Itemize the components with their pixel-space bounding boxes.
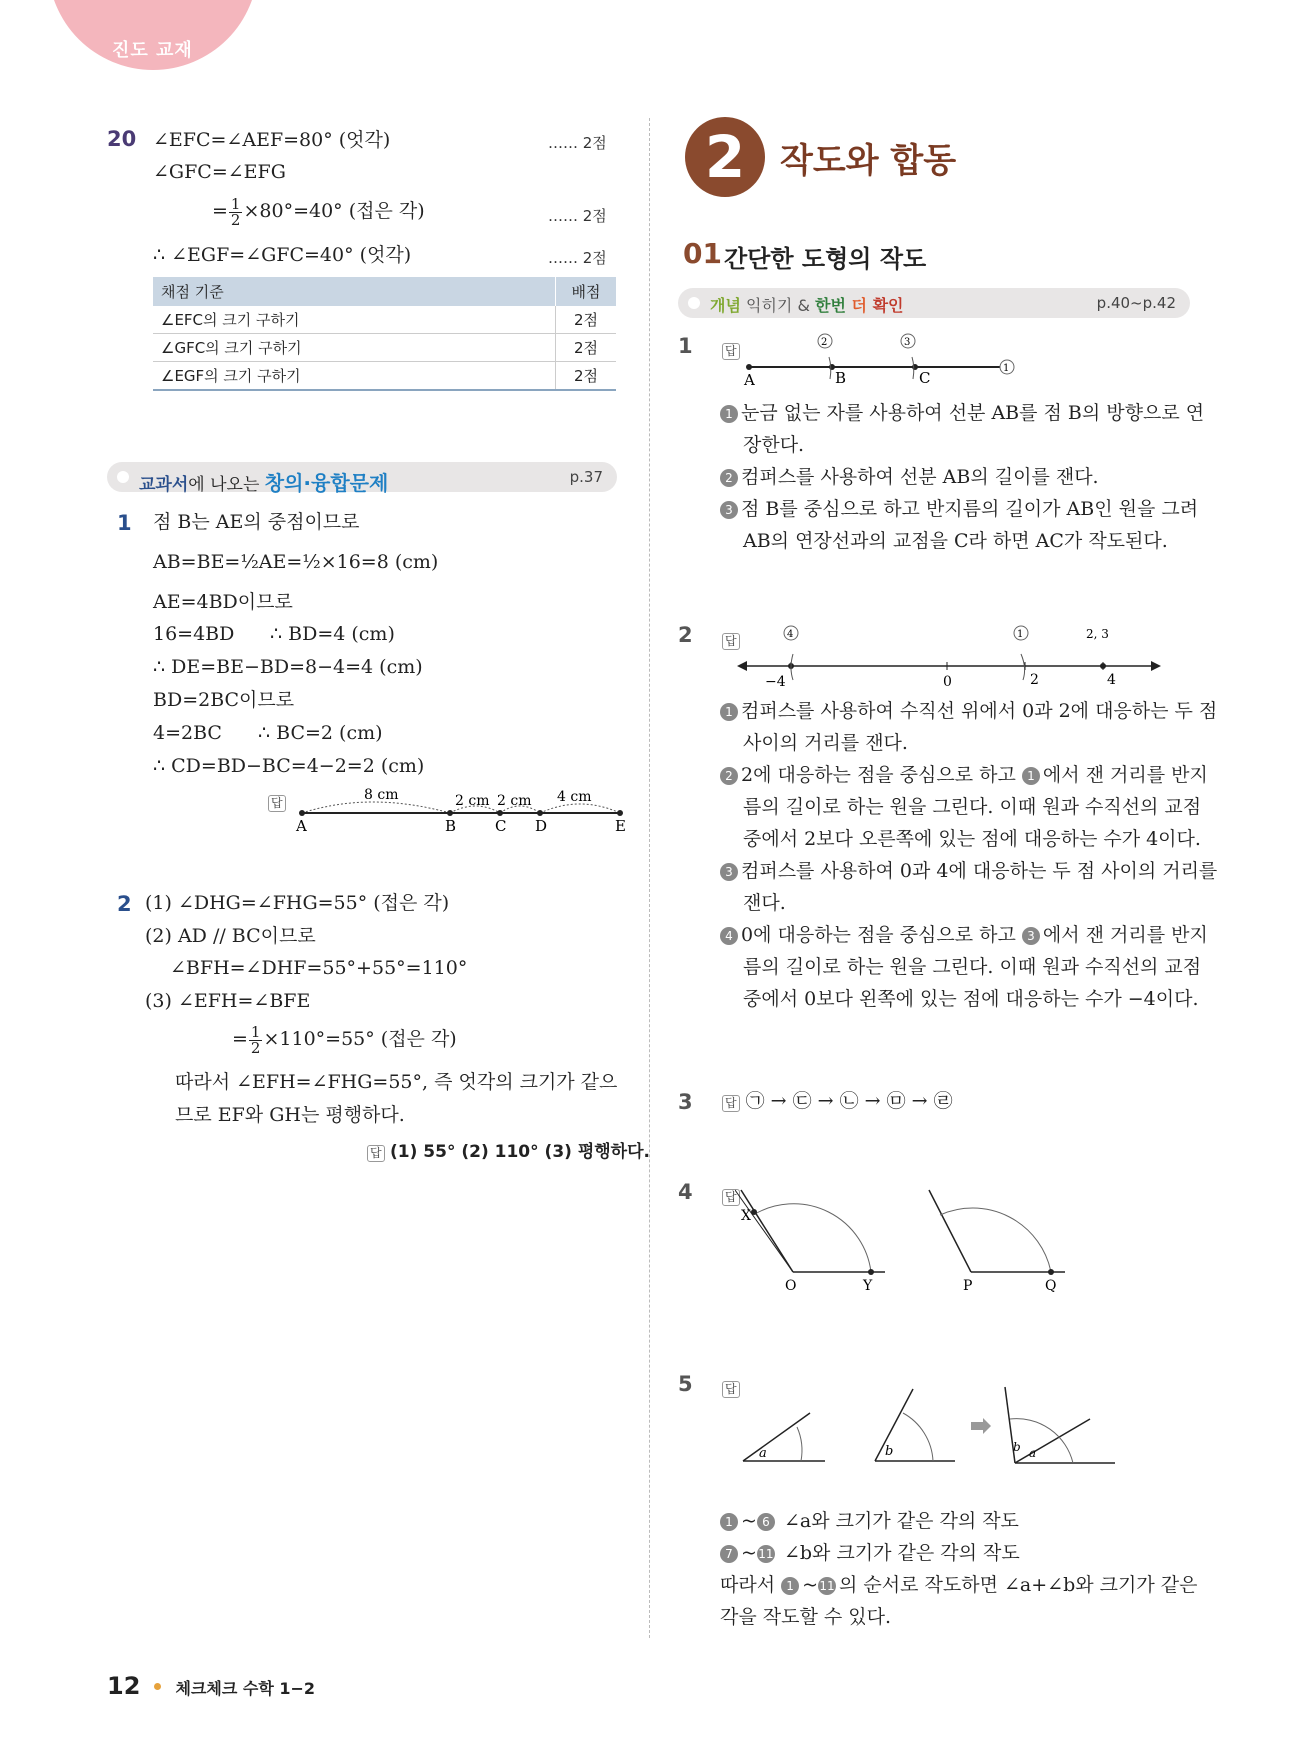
step-1-icon: 1 [720, 1513, 738, 1531]
step-1-icon: 1 [781, 1577, 799, 1595]
banner-part: 개념 [710, 296, 741, 315]
solution-line: ∠BFH=∠DHF=55°+55°=110° [170, 957, 468, 979]
solution-line: AB=BE=½AE=½×16=8 (cm) [153, 551, 439, 573]
point-label: E [615, 817, 626, 835]
page-ref: p.40~p.42 [1096, 294, 1176, 312]
solution-line: 4=2BC [153, 722, 222, 744]
step-line: 름의 길이로 하는 원을 그린다. 이때 원과 수직선의 교점 [743, 956, 1202, 978]
step-text: 컴퍼스를 사용하여 수직선 위에서 0과 2에 대응하는 두 점 [741, 700, 1218, 722]
step-text: 에서 잰 거리를 반지 [1042, 924, 1208, 946]
point-label: C [495, 817, 507, 835]
step-text: ∠a와 크기가 같은 각의 작도 [783, 1510, 1019, 1532]
solution-line: ∴ DE=BE−BD=8−4=4 (cm) [153, 656, 423, 678]
points: …… 2점 [548, 249, 607, 267]
angle-label: a [1029, 1446, 1037, 1460]
section-number: 01 [683, 237, 722, 270]
banner-part: 한번 [815, 296, 846, 315]
step-line [720, 494, 1198, 524]
answer-line [367, 1137, 650, 1162]
answer-label: 답 [367, 1145, 385, 1162]
solution-line: 므로 EF와 GH는 평행하다. [175, 1104, 405, 1126]
step-text: 의 순서로 작도하면 ∠a+∠b와 크기가 같은 [839, 1574, 1198, 1596]
step-text: 0에 대응하는 점을 중심으로 하고 [741, 924, 1022, 946]
step-text: 컴퍼스를 사용하여 선분 AB의 길이를 잰다. [741, 466, 1099, 488]
step-line: 각을 작도할 수 있다. [720, 1606, 891, 1628]
step-line: 잰다. [743, 892, 786, 914]
solution-line: ∴ ∠EGF=∠GFC=40° (엇각) [153, 244, 412, 266]
solution-line: ∴ CD=BD−BC=4−2=2 (cm) [153, 755, 425, 777]
solution-line: 점 B는 AE의 중점이므로 [153, 511, 360, 533]
point-label: A [744, 371, 755, 388]
page-ref: p.37 [569, 468, 603, 486]
solution-line: BD=2BC이므로 [153, 689, 295, 711]
table-row [153, 306, 616, 334]
number-line-figure [735, 620, 1165, 688]
answer-badge [268, 790, 286, 812]
step-text: 2에 대응하는 점을 중심으로 하고 [741, 764, 1022, 786]
solution-line: 16=4BD [153, 623, 235, 645]
section-title [139, 467, 388, 496]
arrow-right-icon [971, 1418, 991, 1434]
step-line [720, 856, 1217, 886]
tick-label: 4 [1107, 672, 1116, 688]
point-label: X [741, 1208, 751, 1224]
step-1-ref-icon: 1 [1022, 767, 1040, 785]
solution-line: (1) ∠DHG=∠FHG=55° (접은 각) [145, 892, 450, 914]
scoring-table [153, 277, 616, 391]
answer-label: 답 [722, 1189, 740, 1206]
solution-line: (2) AD // BC이므로 [145, 925, 316, 947]
step-text: 따라서 [720, 1574, 782, 1596]
angle-label: a [759, 1446, 767, 1461]
solution-line: ∠EFC=∠AEF=80° (엇각) [153, 129, 391, 151]
step-line: 1 ~ 6 ∠a와 크기가 같은 각의 작도 [720, 1506, 1019, 1536]
question-number: 5 [678, 1372, 693, 1396]
equals: = [212, 200, 228, 222]
column-divider [649, 118, 650, 1638]
point-label: P [963, 1278, 973, 1294]
question-number: 1 [117, 511, 132, 535]
equals: = [232, 1028, 248, 1050]
fraction-one-half: $\frac{1}{2}$ [230, 194, 241, 229]
step-11-icon: 11 [758, 1547, 774, 1561]
step-line [720, 462, 1099, 492]
header-tab [48, 0, 258, 70]
solution-line: AE=4BD이므로 [153, 591, 293, 613]
step-text: ∠b와 크기가 같은 각의 작도 [783, 1542, 1020, 1564]
question-number: 1 [678, 334, 693, 358]
step-7-icon: 7 [720, 1545, 738, 1563]
step-line: 중에서 0보다 왼쪽에 있는 점에 대응하는 수가 −4이다. [743, 988, 1199, 1010]
step-3-icon: 3 [720, 863, 738, 881]
points: …… 2점 [548, 207, 607, 225]
page-number: 12 [107, 1672, 141, 1700]
solution-line [212, 196, 425, 228]
step-number: 4 [787, 629, 794, 640]
construction-figure-1 [735, 333, 1035, 388]
section-title-main: 창의·융합문제 [264, 471, 389, 495]
step-number: 2, 3 [1086, 627, 1109, 641]
section-mid: 에 나오는 [188, 475, 265, 495]
step-line [720, 696, 1217, 726]
step-line [720, 760, 1208, 790]
step-4-icon: 4 [720, 927, 738, 945]
point-label: D [535, 817, 548, 835]
seg-label: 4 cm [557, 789, 592, 805]
answer-label: 답 [722, 633, 740, 650]
table-cell: 2점 [556, 334, 617, 362]
answer-label: 답 [268, 795, 286, 812]
step-line [720, 920, 1208, 950]
section-prefix: 교과서 [139, 475, 189, 495]
step-text: 컴퍼스를 사용하여 0과 4에 대응하는 두 점 사이의 거리를 [741, 860, 1218, 882]
answer-label: 답 [722, 1095, 740, 1112]
step-2-icon: 2 [720, 767, 738, 785]
book-title: 체크체크 수학 1−2 [175, 1679, 316, 1698]
answer-label: 답 [722, 1381, 740, 1398]
step-2-icon: 2 [720, 469, 738, 487]
point-label: C [919, 369, 931, 387]
answer-line [722, 1086, 953, 1116]
table-cell: 2점 [556, 306, 617, 334]
step-number: 1 [1003, 363, 1010, 374]
point-label: B [835, 369, 847, 387]
step-1-icon: 1 [720, 405, 738, 423]
step-line: 중에서 2보다 오른쪽에 있는 점에 대응하는 수가 4이다. [743, 828, 1201, 850]
step-text: 점 B를 중심으로 하고 반지름의 길이가 AB인 원을 그려 [741, 498, 1199, 520]
text: ×80°=40° (접은 각) [243, 200, 425, 222]
point-label: Y [863, 1278, 873, 1294]
step-3-ref-icon: 3 [1022, 927, 1040, 945]
text: ×110°=55° (접은 각) [263, 1028, 457, 1050]
banner-title [710, 293, 903, 316]
answer-text: ㉠ → ㉢ → ㉡ → ㉤ → ㉣ [745, 1090, 953, 1112]
solution-line: (3) ∠EFH=∠BFE [145, 990, 311, 1012]
bullet-icon [117, 471, 129, 483]
seg-label: 2 cm [497, 793, 532, 809]
table-cell: ∠GFC의 크기 구하기 [153, 334, 556, 362]
step-line: 장한다. [743, 434, 805, 456]
step-line: 름의 길이로 하는 원을 그린다. 이때 원과 수직선의 교점 [743, 796, 1202, 818]
step-line: 7 ~11 ∠b와 크기가 같은 각의 작도 [720, 1538, 1020, 1568]
point-label: O [785, 1278, 797, 1294]
angle-figure-5 [735, 1375, 1135, 1495]
step-number: 1 [1017, 629, 1024, 640]
points: …… 2점 [548, 134, 607, 152]
step-11-icon: 11 [819, 1579, 835, 1593]
table-cell: 2점 [556, 362, 617, 391]
table-header: 배점 [556, 277, 617, 306]
answer-text: (1) 55° (2) 110° (3) 평행하다. [390, 1142, 650, 1162]
tick-label: −4 [765, 674, 786, 688]
seg-label: 2 cm [455, 793, 490, 809]
bullet-icon [154, 1683, 161, 1690]
seg-label: 8 cm [364, 787, 399, 803]
step-6-icon: 6 [757, 1513, 775, 1531]
table-cell: ∠EFC의 크기 구하기 [153, 306, 556, 334]
solution-line: 따라서 ∠EFH=∠FHG=55°, 즉 엇각의 크기가 같으 [175, 1071, 618, 1093]
step-text: 에서 잰 거리를 반지 [1042, 764, 1208, 786]
step-line: 사이의 거리를 잰다. [743, 732, 908, 754]
table-header: 채점 기준 [153, 277, 556, 306]
section-banner [107, 462, 617, 495]
question-number: 2 [678, 623, 693, 647]
question-number: 20 [107, 127, 137, 151]
point-label: A [296, 817, 307, 835]
solution-line: ∴ BD=4 (cm) [270, 623, 395, 645]
step-line [720, 398, 1204, 428]
point-label: Q [1045, 1278, 1057, 1294]
table-cell: ∠EGF의 크기 구하기 [153, 362, 556, 391]
table-row [153, 334, 616, 362]
angle-label: b [1013, 1440, 1021, 1454]
page-footer [107, 1672, 315, 1700]
header-tab-label: 진도 교재 [112, 40, 193, 61]
segment-diagram [290, 785, 630, 835]
step-line: AB의 연장선과의 교점을 C라 하면 AC가 작도된다. [743, 530, 1168, 552]
fraction-one-half: $\frac{1}{2}$ [250, 1022, 261, 1057]
solution-line: ∠GFC=∠EFG [153, 161, 286, 183]
banner-part: 더 [845, 296, 873, 315]
step-line: 따라서 1 ~11 의 순서로 작도하면 ∠a+∠b와 크기가 같은 [720, 1574, 1198, 1596]
step-number: 3 [904, 337, 911, 348]
chapter-title: 작도와 합동 [780, 141, 957, 181]
question-number: 4 [678, 1180, 693, 1204]
table-row [153, 362, 616, 391]
step-1-icon: 1 [720, 703, 738, 721]
step-3-icon: 3 [720, 501, 738, 519]
answer-label: 답 [722, 343, 740, 360]
solution-line [232, 1024, 457, 1056]
angle-figure-4 [735, 1180, 1075, 1295]
angle-label: b [885, 1444, 894, 1459]
step-text: 눈금 없는 자를 사용하여 선분 AB를 점 B의 방향으로 연 [741, 402, 1205, 424]
section-title: 간단한 도형의 작도 [724, 245, 927, 273]
step-number: 2 [821, 337, 828, 348]
question-number: 3 [678, 1090, 693, 1114]
solution-line: ∴ BC=2 (cm) [258, 722, 383, 744]
bullet-icon [688, 297, 700, 309]
banner-part: 익히기 & [740, 296, 816, 315]
point-label: B [445, 817, 457, 835]
banner-part: 확인 [872, 296, 904, 315]
concept-banner [678, 288, 1190, 318]
question-number: 2 [117, 892, 132, 916]
tick-label: 0 [943, 674, 952, 688]
chapter-number: 2 [685, 117, 765, 197]
tick-label: 2 [1030, 672, 1039, 688]
